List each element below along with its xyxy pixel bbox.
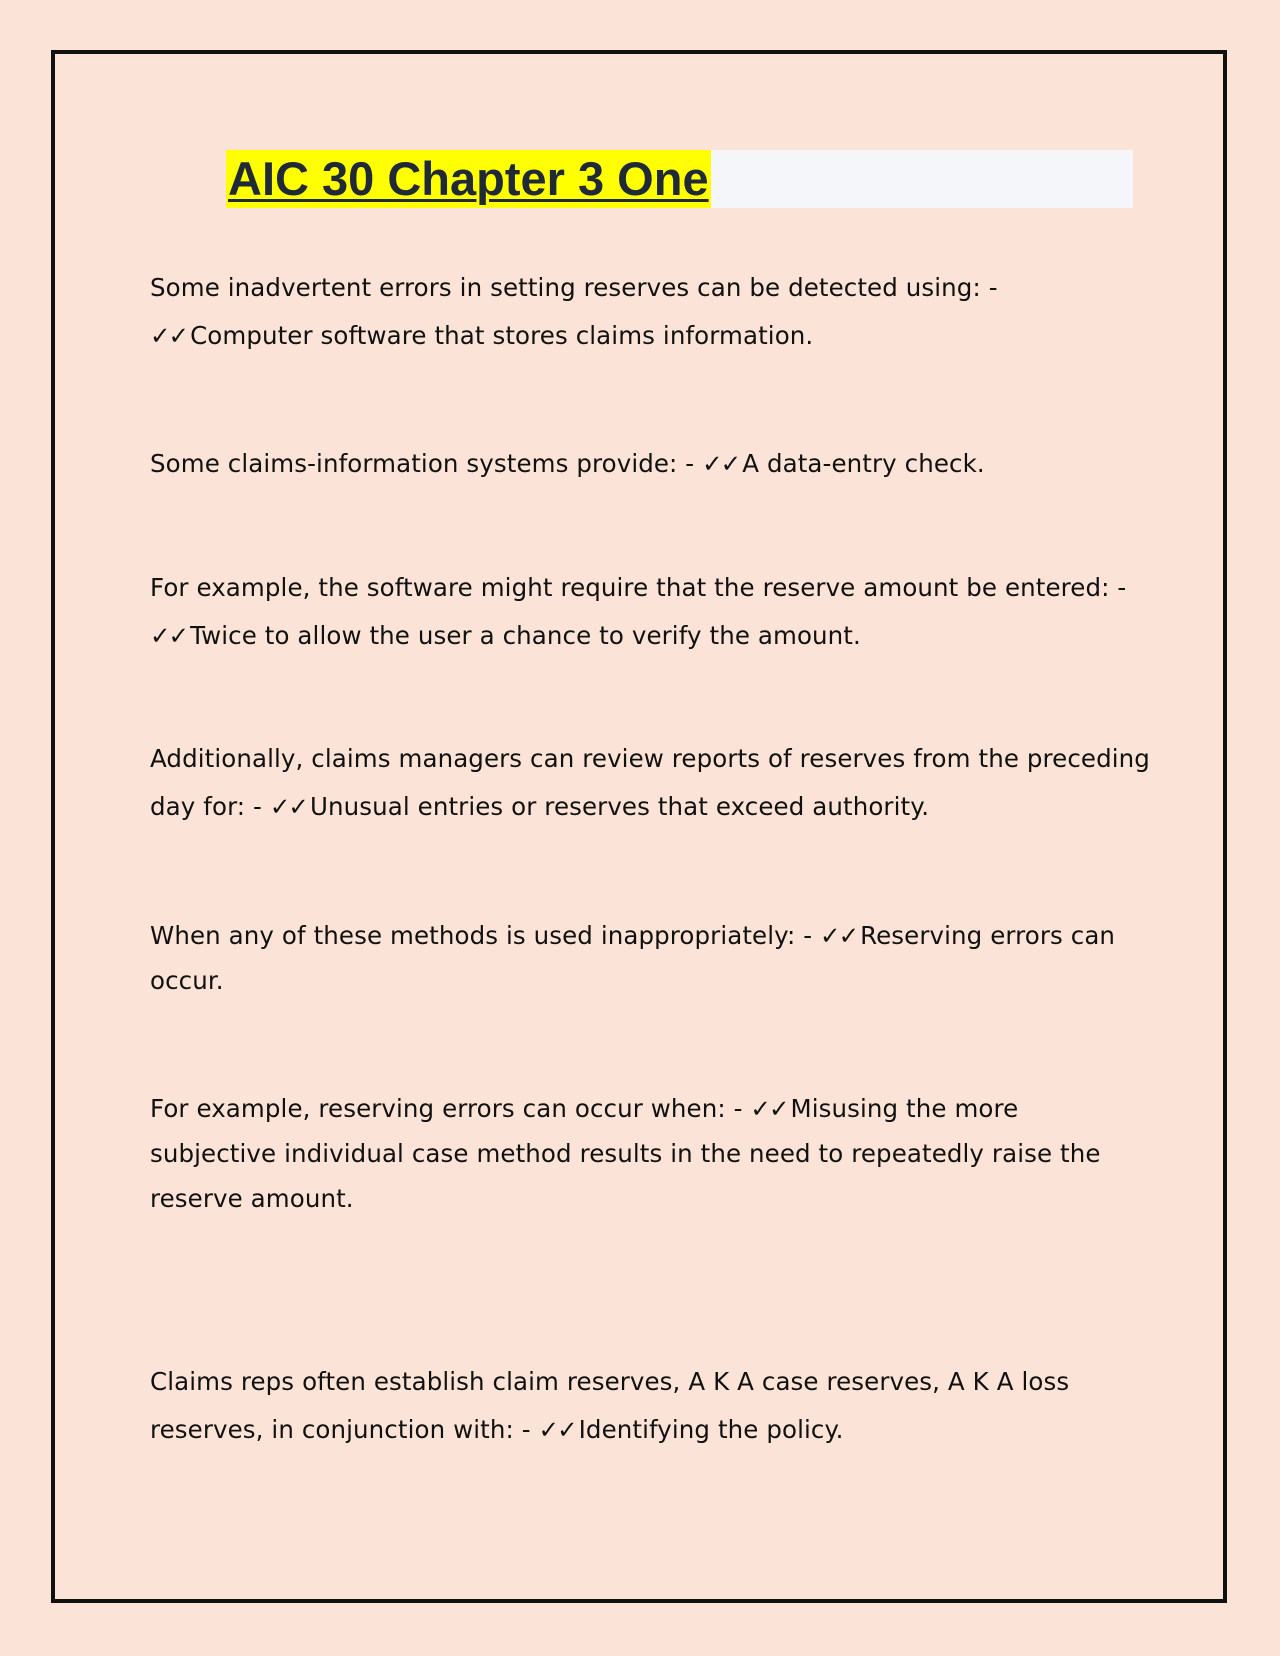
double-check-icon: ✓✓ xyxy=(820,921,858,950)
double-check-icon: ✓✓ xyxy=(702,449,740,478)
qa-item xyxy=(150,440,1150,488)
double-check-icon: ✓✓ xyxy=(150,321,188,350)
answer-text: Identifying the policy. xyxy=(578,1415,844,1444)
qa-item xyxy=(150,564,1150,660)
double-check-icon: ✓✓ xyxy=(538,1415,576,1444)
double-check-icon: ✓✓ xyxy=(269,792,307,821)
document-title: AIC 30 Chapter 3 One xyxy=(226,150,711,208)
question-text: Some claims-information systems provide: - xyxy=(150,449,695,478)
qa-item xyxy=(150,1086,1150,1221)
answer-text: Twice to allow the user a chance to verify the amount. xyxy=(190,621,861,650)
answer-text: Unusual entries or reserves that exceed authority. xyxy=(309,792,930,821)
question-text: For example, the software might require that the reserve amount be entered: - xyxy=(150,573,1127,602)
answer-text: Misusing the more subjective individual case method results in the need to repeatedly raise the reserve amount. xyxy=(150,1094,1101,1213)
answer-text: Computer software that stores claims information. xyxy=(190,321,814,350)
qa-item xyxy=(150,913,1150,1003)
double-check-icon: ✓✓ xyxy=(150,621,188,650)
answer-text: Reserving errors can occur. xyxy=(150,921,1116,995)
question-text: For example, reserving errors can occur when: - xyxy=(150,1094,743,1123)
answer-text: A data-entry check. xyxy=(742,449,985,478)
question-text: Claims reps often establish claim reserves, A K A case reserves, A K A loss reserves, in conjunction with: - xyxy=(150,1367,1070,1444)
question-text: When any of these methods is used inappropriately: - xyxy=(150,921,813,950)
qa-item xyxy=(150,264,1150,360)
qa-item xyxy=(150,1358,1150,1454)
question-text: Additionally, claims managers can review reports of reserves from the preceding day for: - xyxy=(150,744,1150,821)
question-text: Some inadvertent errors in setting reserves can be detected using: - xyxy=(150,273,998,302)
title-banner xyxy=(226,150,1133,208)
double-check-icon: ✓✓ xyxy=(750,1094,788,1123)
qa-item xyxy=(150,735,1150,831)
